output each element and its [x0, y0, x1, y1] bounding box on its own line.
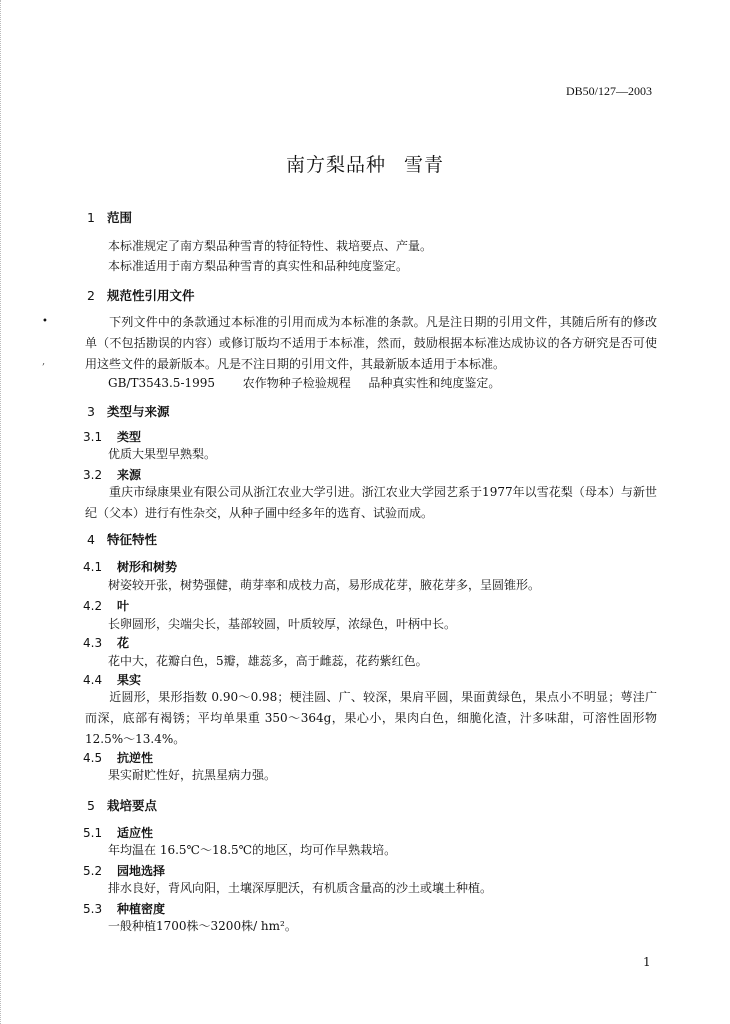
- section-title: 特征特性: [107, 532, 158, 547]
- subsection-heading: [83, 558, 177, 575]
- reference-part: 品种真实性和纯度鉴定。: [368, 376, 501, 390]
- section-number: 4: [87, 532, 95, 547]
- reference-name: 农作物种子检验规程: [242, 376, 351, 390]
- subsection-title: 来源: [117, 468, 142, 482]
- subsection-heading: [83, 597, 129, 614]
- section-title: 规范性引用文件: [107, 288, 195, 303]
- subsection-number: 4.4: [83, 673, 103, 687]
- paragraph: [85, 687, 657, 750]
- subsection-number: 5.2: [83, 864, 103, 878]
- subsection-number: 3.2: [83, 468, 103, 482]
- paragraph: 年均温在 16.5℃～18.5℃的地区，均可作早熟栽培。: [108, 843, 397, 857]
- paragraph-text: 近圆形，果形指数 0.90～0.98；梗洼圆、广、较深，果肩平圆，果面黄绿色，果点小不明显；萼洼广而深，底部有褐锈；平均单果重 350～364g，果心小，果肉白色，细脆化渣，汁多味甜，可溶性固形物 12.5%～13.4%。: [85, 690, 657, 746]
- subsection-number: 3.1: [83, 430, 103, 444]
- paragraph: 本标准规定了南方梨品种雪青的特征特性、栽培要点、产量。: [108, 239, 433, 253]
- section-title: 范围: [107, 210, 133, 225]
- section-3-heading: [87, 402, 170, 420]
- paragraph-text: 下列文件中的条款通过本标准的引用而成为本标准的条款。凡是注日期的引用文件，其随后所有的修改单（不包括勘误的内容）或修订版均不适用于本标准，然而，鼓励根据本标准达成协议的各方研究是否可使用这些文件的最新版本。凡是不注日期的引用文件，其最新版本适用于本标准。: [85, 315, 657, 371]
- paragraph: [85, 312, 657, 375]
- document-code: DB50/127—2003: [566, 84, 653, 98]
- section-title: 类型与来源: [107, 404, 170, 419]
- paragraph: 优质大果型早熟梨。: [108, 447, 217, 461]
- section-number: 2: [87, 288, 95, 303]
- subsection-title: 园地选择: [117, 864, 166, 878]
- section-2-heading: [87, 286, 195, 304]
- scan-artifact-dot: •: [42, 316, 48, 327]
- subsection-heading: [83, 466, 141, 483]
- subsection-heading: [83, 862, 165, 879]
- reference-line: [108, 373, 500, 393]
- subsection-heading: [83, 428, 141, 445]
- subsection-title: 花: [117, 636, 130, 650]
- paragraph: [85, 482, 657, 524]
- subsection-title: 类型: [117, 430, 142, 444]
- page-number: 1: [643, 955, 651, 969]
- section-5-heading: [87, 796, 157, 814]
- subsection-heading: [83, 634, 129, 651]
- subsection-title: 适应性: [117, 826, 154, 840]
- paragraph: 花中大，花瓣白色，5瓣，雄蕊多，高于雌蕊，花药紫红色。: [108, 654, 428, 668]
- subsection-heading: [83, 749, 153, 766]
- subsection-title: 叶: [117, 599, 130, 613]
- paragraph: 排水良好，背风向阳，土壤深厚肥沃，有机质含量高的沙土或壤土种植。: [108, 881, 493, 895]
- title-cultivar: 雪青: [404, 154, 445, 176]
- subsection-title: 树形和树势: [117, 560, 178, 574]
- section-title: 栽培要点: [107, 798, 158, 813]
- title-variety-group: 南方梨品种: [285, 154, 386, 176]
- subsection-number: 5.1: [83, 826, 103, 840]
- paragraph: 本标准适用于南方梨品种雪青的真实性和品种纯度鉴定。: [108, 259, 409, 273]
- section-number: 5: [87, 798, 95, 813]
- subsection-heading: [83, 824, 153, 841]
- subsection-number: 4.3: [83, 636, 103, 650]
- section-4-heading: [87, 530, 157, 548]
- subsection-heading: [83, 900, 165, 917]
- subsection-heading: [83, 671, 141, 688]
- subsection-number: 4.5: [83, 751, 103, 765]
- subsection-number: 4.1: [83, 560, 103, 574]
- subsection-title: 抗逆性: [117, 751, 154, 765]
- subsection-title: 果实: [117, 673, 142, 687]
- paragraph: 果实耐贮性好，抗黑星病力强。: [108, 768, 277, 782]
- section-number: 3: [87, 404, 95, 419]
- section-number: 1: [87, 210, 95, 225]
- subsection-number: 4.2: [83, 599, 103, 613]
- reference-code: GB/T3543.5-1995: [108, 376, 216, 390]
- paragraph-text: 重庆市绿康果业有限公司从浙江农业大学引进。浙江农业大学园艺系于1977年以雪花梨（母本）与新世纪（父本）进行有性杂交，从种子圃中经多年的选育、试验而成。: [85, 485, 657, 520]
- subsection-number: 5.3: [83, 902, 103, 916]
- page-title: [0, 150, 730, 177]
- paragraph: 长卵圆形，尖端尖长，基部较圆，叶质较厚，浓绿色，叶柄中长。: [108, 617, 457, 631]
- paragraph: 树姿较开张，树势强健，萌芽率和成枝力高，易形成花芽，腋花芽多，呈圆锥形。: [108, 578, 541, 592]
- section-1-heading: [87, 208, 132, 226]
- paragraph: 一般种植1700株～3200株/ hm²。: [108, 919, 297, 933]
- subsection-title: 种植密度: [117, 902, 166, 916]
- scan-artifact-mark: ,: [42, 356, 46, 367]
